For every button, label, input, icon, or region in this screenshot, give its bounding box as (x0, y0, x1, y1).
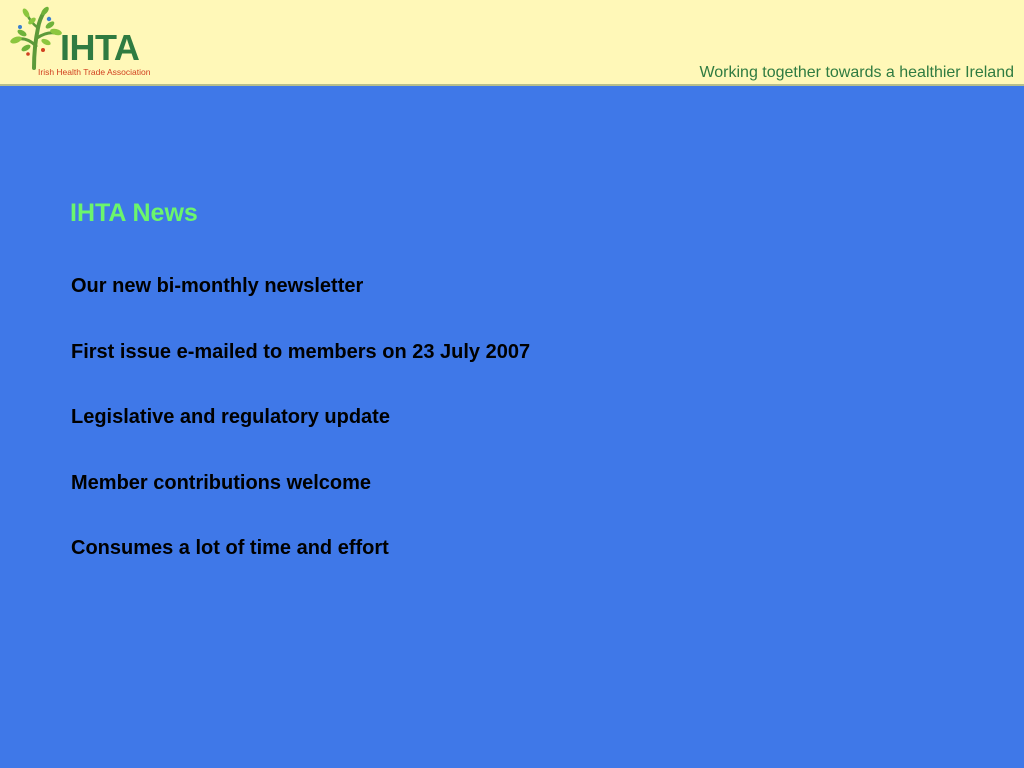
bullet-list (71, 274, 530, 602)
bullet-item: Consumes a lot of time and effort (71, 537, 389, 559)
header-bar (0, 0, 1024, 86)
bullet-item: First issue e-mailed to members on 23 July 2007 (71, 340, 531, 363)
bullet-item: Member contributions welcome (71, 471, 372, 494)
tree-icon (8, 6, 68, 70)
ihta-logo (8, 6, 168, 82)
bullet-item: Legislative and regulatory update (71, 406, 390, 428)
header-tagline: Working together towards a healthier Ireland (699, 64, 1014, 81)
slide-title: IHTA News (70, 199, 198, 227)
logo-subtitle: Irish Health Trade Association (38, 67, 151, 77)
bullet-item: Our new bi-monthly newsletter (71, 275, 364, 297)
logo-wordmark: IHTA (60, 27, 140, 68)
